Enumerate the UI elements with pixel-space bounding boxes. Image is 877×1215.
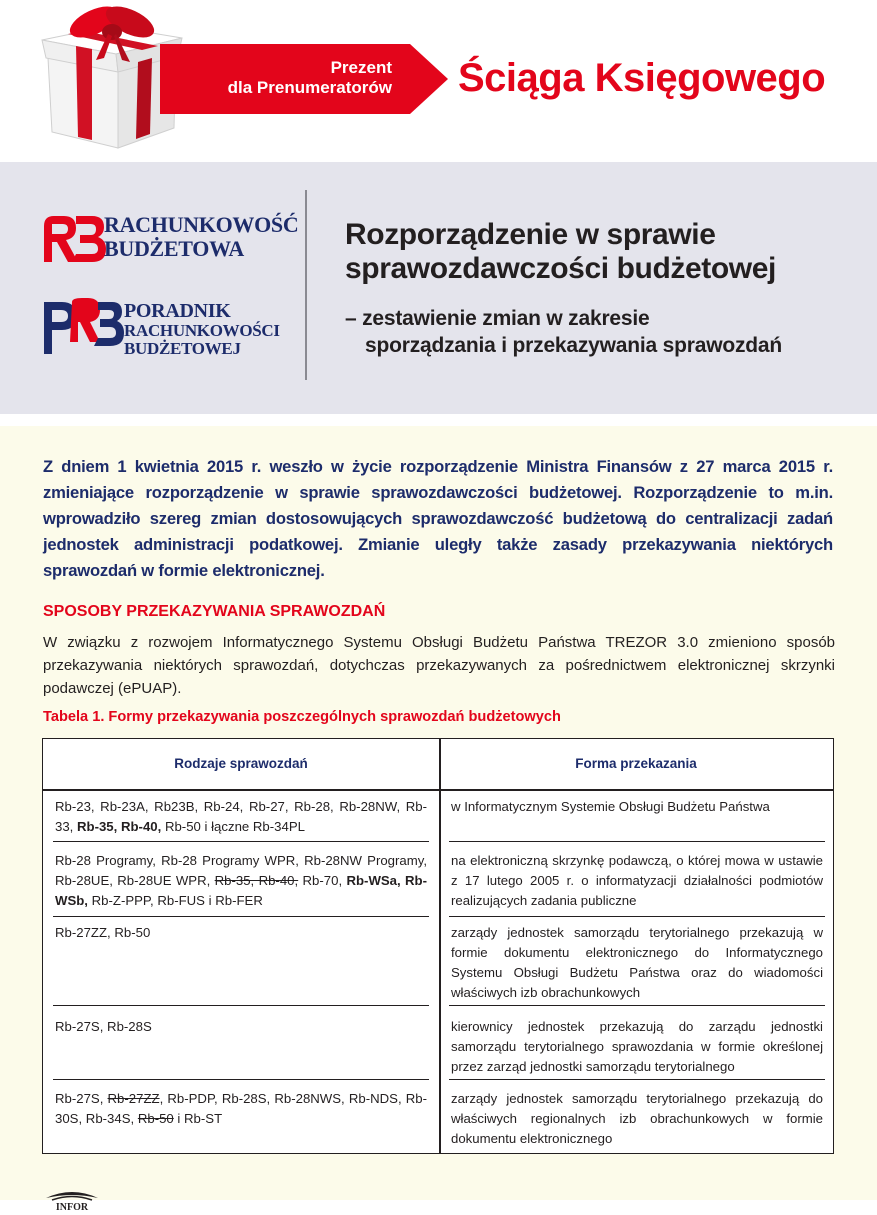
table-row-5-form: zarządy jednostek samorządu terytorialnego przekazują do właściwych regionalnych izb obrachunkowych w formie dokumentu elektronicznego	[451, 1091, 823, 1146]
header-panel	[0, 162, 877, 414]
table-row-5-reports	[55, 1089, 427, 1129]
subscriber-gift-label	[160, 58, 392, 98]
removed-report-code: Rb-50	[137, 1111, 174, 1126]
row-divider	[449, 841, 825, 842]
removed-report-code: Rb-27ZZ	[107, 1091, 160, 1106]
cheat-sheet-title: Ściąga Księgowego	[458, 56, 826, 100]
prb-logo-line-2: RACHUNKOWOŚCI	[124, 321, 280, 340]
report-codes: Rb-Z-PPP, Rb-FUS i Rb-FER	[87, 893, 263, 908]
report-codes: Rb-28 Programy, Rb-28 Programy WPR, Rb-28NW Programy, Rb-28UE, Rb-28UE WPR,	[55, 853, 427, 888]
table-row-2-reports	[55, 851, 427, 911]
section-body: W związku z rozwojem Informatycznego Systemu Obsługi Budżetu Państwa TREZOR 3.0 zmieniono sposób przekazywania niektórych sprawozdań, dotychczas przekazywanych za pośrednictwem elektronicznej skrzynki podawczej (ePUAP).	[43, 634, 835, 697]
header-divider	[305, 190, 307, 380]
intro-paragraph: Z dniem 1 kwietnia 2015 r. weszło w życie rozporządzenie Ministra Finansów z 27 marca 2015 r. zmieniające rozporządzenie w sprawie sprawozdawczości budżetowej. Rozporządzenie to m.in. wprowadziło szereg zmian dostosowujących sprawozdawczość budżetową do centralizacji zadań jednostek administracji podatkowej. Zmianie uległy także zasady przekazywania niektórych sprawozdań w formie elektronicznej.	[43, 457, 833, 580]
gift-line-1: Prezent	[330, 58, 392, 77]
report-codes: Rb-27S,	[55, 1091, 108, 1106]
table-header-report-types: Rodzaje sprawozdań	[174, 756, 308, 771]
bold-report-code: Rb-35, Rb-40,	[77, 819, 162, 834]
document-title-line-2: sprawozdawczości budżetowej	[345, 252, 776, 285]
column-separator	[439, 739, 441, 1153]
report-codes: Rb-27ZZ, Rb-50	[55, 925, 151, 940]
prb-logo-title: PORADNIK	[124, 300, 231, 322]
report-codes: Rb-23, Rb-23A, Rb23B, Rb-24, Rb-27, Rb-28, Rb-28NW, Rb-33,	[55, 799, 427, 834]
rb-logo-line-1: RACHUNKOWOŚĆ	[104, 212, 299, 237]
table-row-1-form: w Informatycznym Systemie Obsługi Budżetu Państwa	[451, 799, 770, 814]
table-row-2-form: na elektroniczną skrzynkę podawczą, o której mowa w ustawie z 17 lutego 2005 r. o informatyzacji działalności podmiotów realizujących zadania publiczne	[451, 853, 823, 908]
row-divider	[449, 916, 825, 917]
removed-report-code: Rb-35, Rb-40,	[214, 873, 299, 888]
rb-logo-line-2: BUDŻETOWA	[104, 236, 244, 261]
rb-logo-text	[104, 213, 298, 261]
document-subtitle-line-2: sporządzania i przekazywania sprawozdań	[365, 334, 782, 357]
document-title-line-1: Rozporządzenie w sprawie	[345, 218, 716, 251]
report-codes: , Rb-PDP, Rb-28S, Rb-28NWS, Rb-NDS, Rb-30S, Rb-34S,	[55, 1091, 428, 1126]
row-divider	[53, 841, 429, 842]
row-divider	[449, 1079, 825, 1080]
report-codes: Rb-27S, Rb-28S	[55, 1019, 152, 1034]
prb-logo-text	[124, 322, 280, 358]
row-divider	[53, 1005, 429, 1006]
row-divider	[53, 1079, 429, 1080]
table-caption: Tabela 1. Formy przekazywania poszczególnych sprawozdań budżetowych	[43, 709, 561, 725]
row-divider	[449, 1005, 825, 1006]
table-row-3-reports	[55, 923, 427, 943]
document-title	[345, 218, 865, 286]
report-codes: i Rb-ST	[173, 1111, 223, 1126]
reports-table	[42, 738, 834, 1154]
report-codes: Rb-70,	[298, 873, 347, 888]
publisher-name: INFOR	[55, 1202, 89, 1213]
section-heading: SPOSOBY PRZEKAZYWANIA SPRAWOZDAŃ	[43, 603, 386, 620]
report-codes: Rb-50 i łączne Rb-34PL	[161, 819, 305, 834]
table-row-4-form: kierownicy jednostek przekazują do zarządu jednostki samorządu terytorialnego sprawozdania w formie określonej przez zarząd jednostki samorządu terytorialnego	[451, 1019, 823, 1074]
document-subtitle	[345, 305, 865, 359]
table-header-transfer-form: Forma przekazania	[575, 756, 697, 771]
table-row-1-reports	[55, 797, 427, 837]
bold-report-code: Rb-WSa, Rb-WSb,	[55, 873, 428, 908]
row-divider	[53, 916, 429, 917]
table-row-4-reports	[55, 1017, 427, 1037]
gift-line-2: dla Prenumeratorów	[227, 78, 392, 97]
table-row-3-form: zarządy jednostek samorządu terytorialnego przekazują w formie dokumentu elektronicznego do Informatycznego Systemu Obsługi Budżetu Państwa oraz do wiadomości właściwych izb obrachunkowych	[451, 925, 823, 1000]
document-subtitle-line-1: – zestawienie zmian w zakresie	[345, 307, 650, 330]
prb-logo-line-3: BUDŻETOWEJ	[124, 339, 241, 358]
header-separator	[43, 789, 833, 791]
